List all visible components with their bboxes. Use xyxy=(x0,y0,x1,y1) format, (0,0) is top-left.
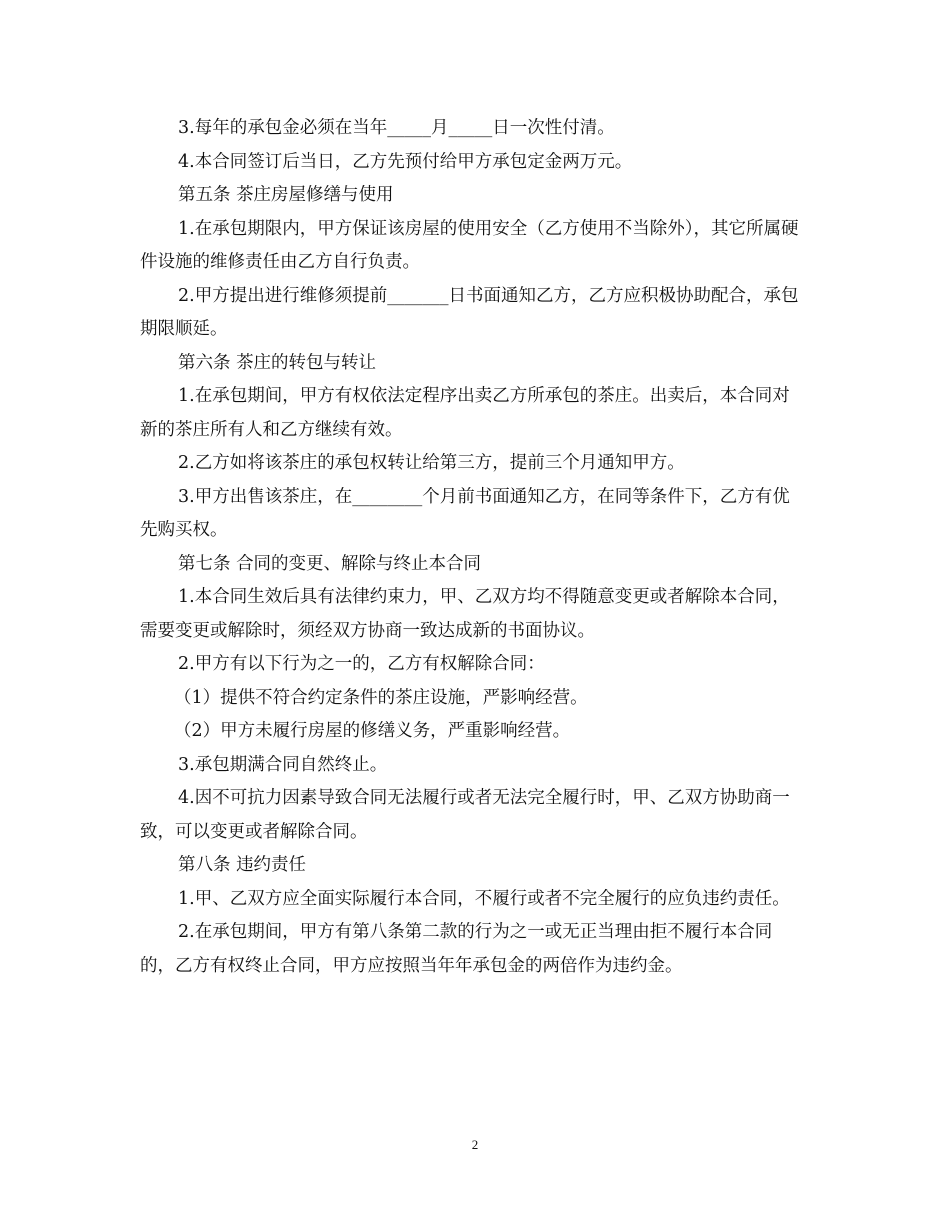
article-7-item-3: 3.承包期满合同自然终止。 xyxy=(178,754,388,775)
article-7-heading: 第七条 合同的变更、解除与终止本合同 xyxy=(178,553,482,574)
page-number: 2 xyxy=(471,1137,479,1152)
article-5-item-2: 2.甲方提出进行维修须提前_______日书面通知乙方，乙方应积极协助配合，承包期限顺延。 xyxy=(140,285,799,339)
article-8-item-1: 1.甲、乙双方应全面实际履行本合同，不履行或者不完全履行的应负违约责任。 xyxy=(178,888,790,909)
article-6-item-2: 2.乙方如将该茶庄的承包权转让给第三方，提前三个月通知甲方。 xyxy=(178,453,685,473)
article-8-heading: 第八条 违约责任 xyxy=(178,855,307,875)
clause-4-item-3: 3.每年的承包金必须在当年_____月_____日一次性付清。 xyxy=(178,118,615,138)
article-7-item-4: 4.因不可抗力因素导致合同无法履行或者无法完全履行时，甲、乙双方协助商一致，可以变更或者解除合同。 xyxy=(140,788,790,842)
article-8-item-2: 2.在承包期间，甲方有第八条第二款的行为之一或无正当理由拒不履行本合同的，乙方有权终止合同，甲方应按照当年年承包金的两倍作为违约金。 xyxy=(140,922,773,976)
article-5-item-1: 1.在承包期限内，甲方保证该房屋的使用安全（乙方使用不当除外），其它所属硬件设施的维修责任由乙方自行负责。 xyxy=(140,218,799,272)
article-7-item-1: 1.本合同生效后具有法律约束力，甲、乙双方均不得随意变更或者解除本合同，需要变更或解除时，须经双方协商一致达成新的书面协议。 xyxy=(140,587,790,641)
article-6-heading: 第六条 茶庄的转包与转让 xyxy=(178,352,377,373)
article-7-item-2-sub-1: （1）提供不符合约定条件的茶庄设施，严影响经营。 xyxy=(174,687,588,708)
article-5-heading: 第五条 茶庄房屋修缮与使用 xyxy=(178,185,394,205)
article-7-item-2: 2.甲方有以下行为之一的，乙方有权解除合同： xyxy=(178,654,545,674)
document-body xyxy=(140,112,805,983)
article-6-item-1: 1.在承包期间，甲方有权依法定程序出卖乙方所承包的茶庄。出卖后，本合同对新的茶庄所有人和乙方继续有效。 xyxy=(140,386,790,440)
article-6-item-3: 3.甲方出售该茶庄，在________个月前书面通知乙方，在同等条件下，乙方有优先购买权。 xyxy=(140,486,790,540)
article-7-item-2-sub-2: （2）甲方未履行房屋的修缮义务，严重影响经营。 xyxy=(174,721,571,741)
clause-4-item-4: 4.本合同签订后当日，乙方先预付给甲方承包定金两万元。 xyxy=(178,151,633,172)
